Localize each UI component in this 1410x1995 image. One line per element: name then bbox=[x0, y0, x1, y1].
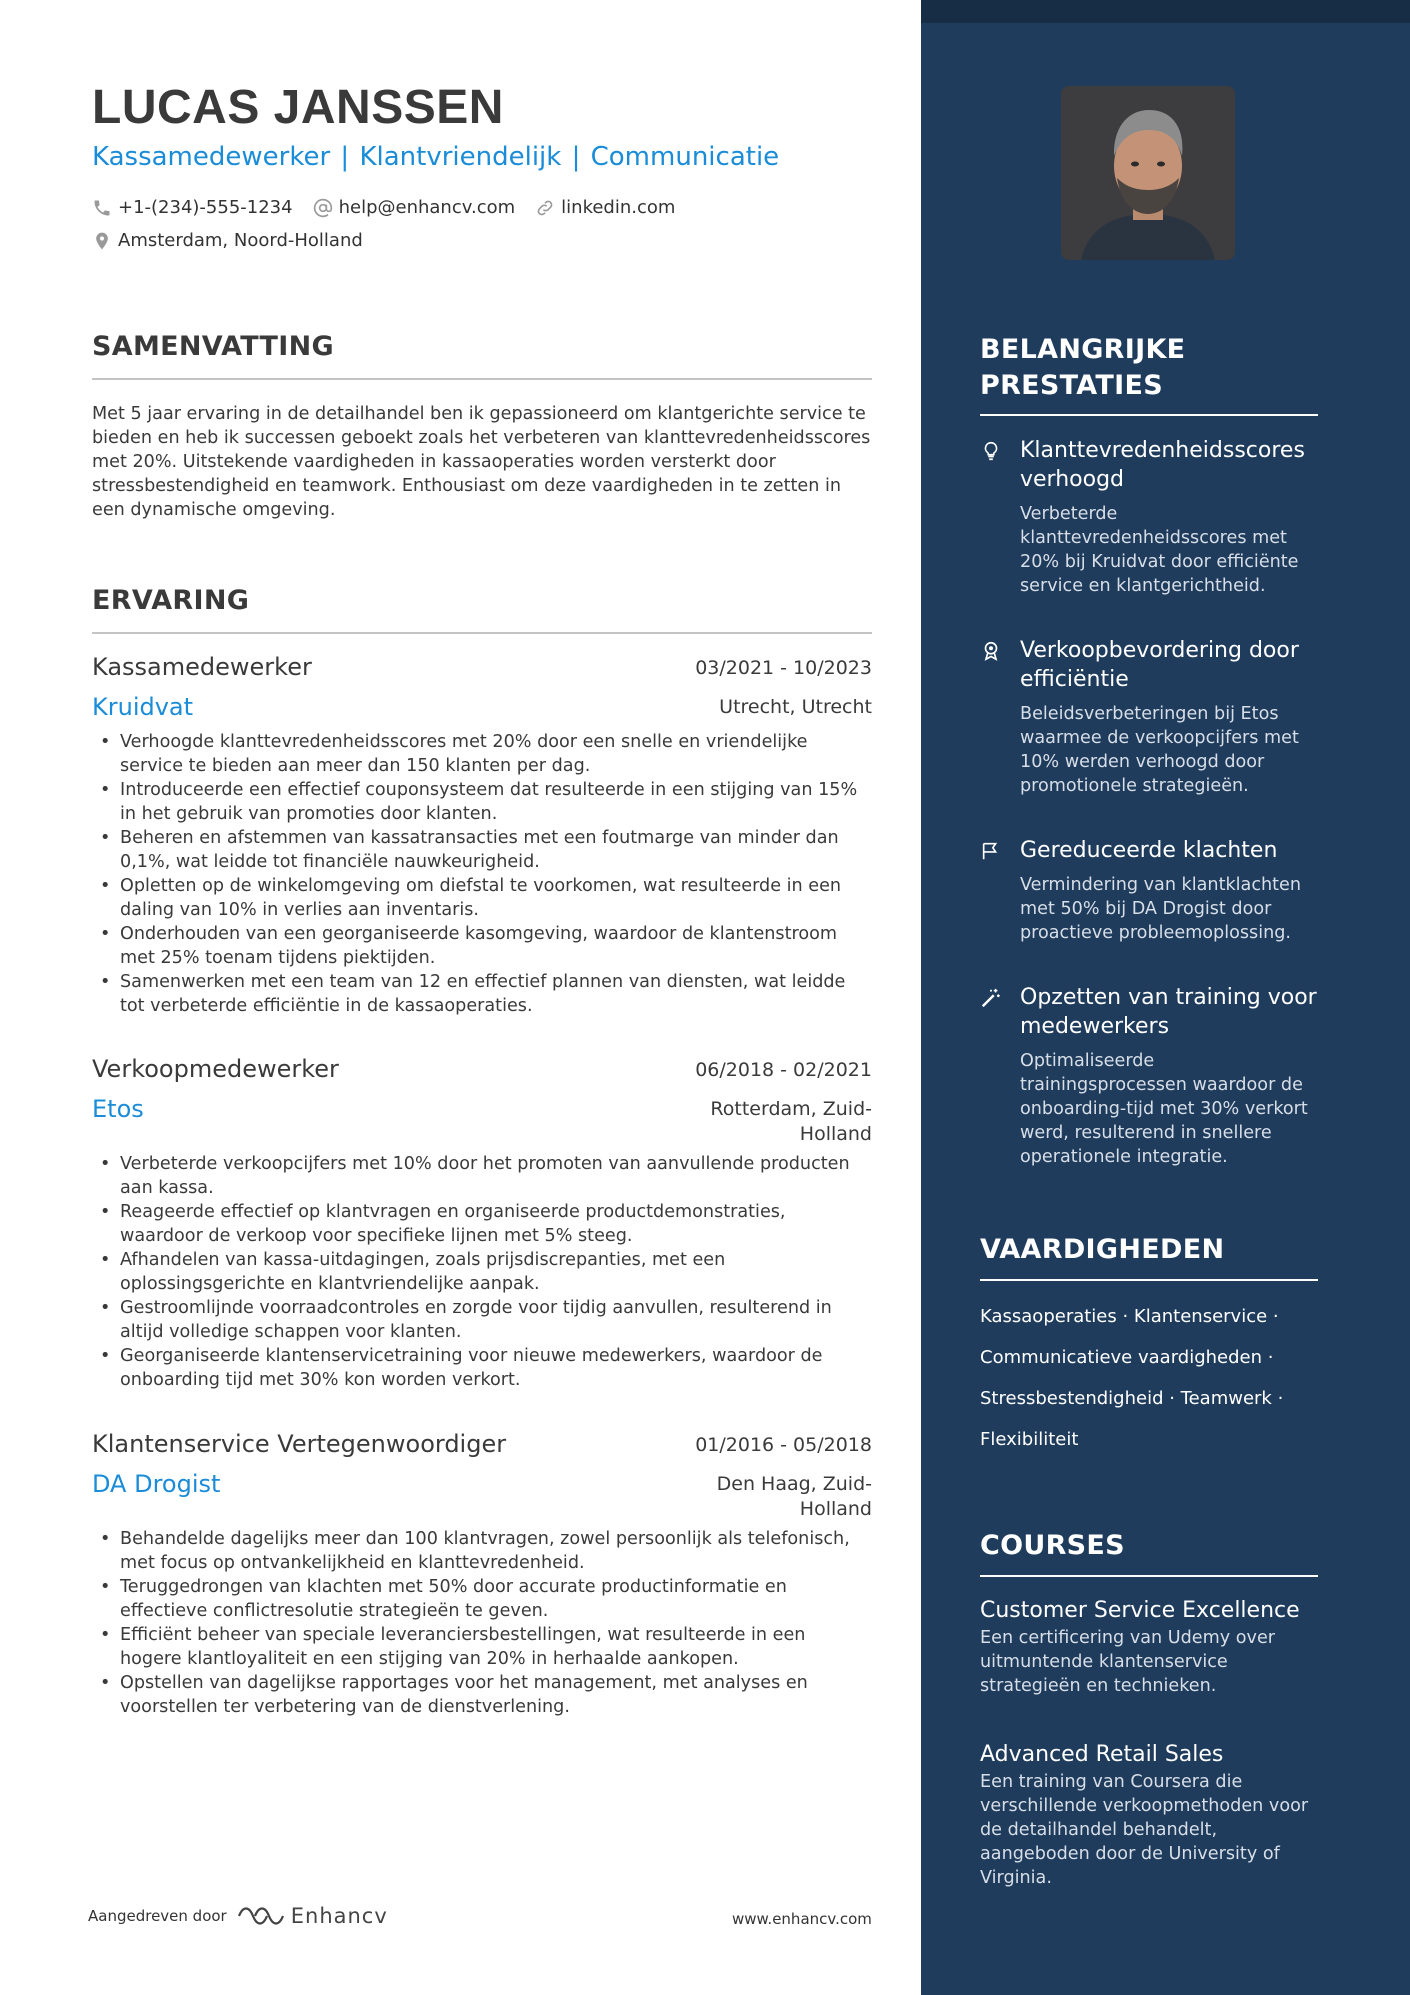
skills-line: Kassaoperaties · Klantenservice · bbox=[980, 1306, 1279, 1327]
tagline-separator: | bbox=[340, 142, 350, 172]
skills-line: Flexibiliteit bbox=[980, 1429, 1079, 1450]
linkedin-contact[interactable] bbox=[535, 197, 675, 218]
achievements-divider bbox=[980, 414, 1318, 416]
job-bullet: • Opletten op de winkelomgeving om diefstal te voorkomen, wat resulteerde in een daling van 10% in verlies aan inventaris. bbox=[92, 874, 872, 922]
summary-text: Met 5 jaar ervaring in de detailhandel ben ik gepassioneerd om klantgerichte service te bieden en heb ik successen geboekt zoals het verbeteren van klanttevredenheidsscores met 20%. Uitstekende vaardigheden in kassaoperaties worden versterkt door stressbestendigheid en teamwork. Enthousiast om deze vaardigheden in te zetten in een dynamische omgeving. bbox=[92, 404, 871, 520]
flag-icon bbox=[980, 840, 1002, 862]
job-bullet: • Behandelde dagelijks meer dan 100 klantvragen, zowel persoonlijk als telefonisch, met focus op ontvankelijkheid en klanttevredenheid. bbox=[92, 1527, 872, 1575]
achievement-description: Beleidsverbeteringen bij Etos waarmee de verkoopcijfers met 10% werden verhoogd door promotionele strategieën. bbox=[1020, 704, 1299, 796]
job-title: Kassamedewerker bbox=[92, 653, 312, 681]
experience-heading: ERVARING bbox=[92, 585, 250, 616]
job-bullet: • Introduceerde een effectief couponsysteem dat resulteerde in een stijging van 15% in het gebruik van promoties door klanten. bbox=[92, 778, 872, 826]
tagline-separator: | bbox=[571, 142, 581, 172]
course-item bbox=[980, 1740, 1320, 1890]
tagline-item: Kassamedewerker bbox=[92, 142, 331, 172]
job-bullet-list bbox=[92, 730, 872, 1018]
award-icon bbox=[980, 640, 1002, 662]
course-title: Customer Service Excellence bbox=[980, 1598, 1300, 1623]
job-bullet: • Efficiënt beheer van speciale leveranciersbestellingen, wat resulteerde in een hogere klantloyaliteit en een stijging van 20% in herhaalde aankopen. bbox=[92, 1623, 872, 1671]
summary-divider bbox=[92, 378, 872, 380]
course-title: Advanced Retail Sales bbox=[980, 1742, 1224, 1767]
course-item bbox=[980, 1596, 1320, 1698]
job-bullet-list bbox=[92, 1152, 872, 1392]
job-bullet: • Opstellen van dagelijkse rapportages voor het management, met analyses en voorstellen ter verbetering van de dienstverlening. bbox=[92, 1671, 872, 1719]
job-bullet: • Beheren en afstemmen van kassatransacties met een foutmarge van minder dan 0,1%, wat leidde tot financiële nauwkeurigheid. bbox=[92, 826, 872, 874]
location-text: Amsterdam, Noord-Holland bbox=[118, 230, 363, 251]
linkedin-url: linkedin.com bbox=[561, 197, 676, 218]
job-bullet: • Georganiseerde klantenservicetraining voor nieuwe medewerkers, waardoor de onboarding tijd met 30% kon worden verkort. bbox=[92, 1344, 872, 1392]
skills-list bbox=[980, 1296, 1320, 1460]
email-address: help@enhancv.com bbox=[338, 197, 516, 218]
job-location: Utrecht, Utrecht bbox=[719, 696, 872, 718]
job-bullet: • Samenwerken met een team van 12 en effectief plannen van diensten, wat leidde tot verbeterde efficiëntie in de kassaoperaties. bbox=[92, 970, 872, 1018]
skills-heading: VAARDIGHEDEN bbox=[980, 1234, 1225, 1265]
job-dates: 06/2018 - 02/2021 bbox=[695, 1059, 872, 1081]
job-bullet: • Verbeterde verkoopcijfers met 10% door het promoten van aanvullende producten aan kassa. bbox=[92, 1152, 872, 1200]
tagline bbox=[92, 142, 779, 172]
profile-photo bbox=[1061, 86, 1235, 260]
skills-divider bbox=[980, 1279, 1318, 1281]
candidate-name: LUCAS JANSSEN bbox=[92, 81, 504, 134]
tagline-item: Klantvriendelijk bbox=[359, 142, 562, 172]
job-company[interactable]: Kruidvat bbox=[92, 693, 194, 721]
powered-by-label: Aangedreven door bbox=[88, 1907, 227, 1925]
job-bullet: • Verhoogde klanttevredenheidsscores met 20% door een snelle en vriendelijke service te bieden aan meer dan 150 klanten per dag. bbox=[92, 730, 872, 778]
magic-wand-icon bbox=[980, 987, 1002, 1009]
phone-icon bbox=[92, 198, 112, 218]
experience-divider bbox=[92, 632, 872, 634]
job-company[interactable]: DA Drogist bbox=[92, 1470, 221, 1498]
achievements-heading bbox=[980, 332, 1185, 404]
job-location-line: Den Haag, Zuid- bbox=[716, 1473, 872, 1495]
job-bullet: • Afhandelen van kassa-uitdagingen, zoals prijsdiscrepanties, met een oplossingsgerichte en klantvriendelijke aanpak. bbox=[92, 1248, 872, 1296]
skills-line: Communicatieve vaardigheden · bbox=[980, 1347, 1274, 1368]
email-contact[interactable] bbox=[313, 197, 516, 218]
phone-contact[interactable] bbox=[92, 197, 293, 218]
achievement-title: Gereduceerde klachten bbox=[1020, 838, 1278, 863]
job-bullet: • Reageerde effectief op klantvragen en organiseerde productdemonstraties, waardoor de verkoop voor specifieke lijnen met 5% steeg. bbox=[92, 1200, 872, 1248]
lightbulb-icon bbox=[980, 440, 1002, 462]
at-sign-icon bbox=[313, 198, 333, 218]
job-company[interactable]: Etos bbox=[92, 1095, 144, 1123]
job-location-line: Holland bbox=[799, 1498, 872, 1520]
job-location-line: Holland bbox=[799, 1123, 872, 1145]
skills-line: Stressbestendigheid · Teamwerk · bbox=[980, 1388, 1284, 1409]
courses-divider bbox=[980, 1575, 1318, 1577]
footer-website[interactable]: www.enhancv.com bbox=[732, 1910, 872, 1928]
achievements-heading-line: BELANGRIJKE bbox=[980, 334, 1186, 365]
job-dates: 01/2016 - 05/2018 bbox=[695, 1434, 872, 1456]
contact-row bbox=[92, 197, 695, 218]
achievement-description: Verbeterde klanttevredenheidsscores met 20% bij Kruidvat door efficiënte service en klantgerichtheid. bbox=[1020, 504, 1299, 596]
course-description: Een certificering van Udemy over uitmuntende klantenservice strategieën en technieken. bbox=[980, 1628, 1275, 1696]
job-title: Verkoopmedewerker bbox=[92, 1055, 339, 1083]
job-bullet: • Onderhouden van een georganiseerde kasomgeving, waardoor de klantenstroom met 25% toenam tijdens piektijden. bbox=[92, 922, 872, 970]
footer-branding bbox=[88, 1904, 388, 1928]
job-location-line: Rotterdam, Zuid- bbox=[710, 1098, 872, 1120]
job-bullet: • Gestroomlijnde voorraadcontroles en zorgde voor tijdig aanvullen, resulterend in altijd volledige schappen voor klanten. bbox=[92, 1296, 872, 1344]
achievement-description: Vermindering van klantklachten met 50% bij DA Drogist door proactieve probleemoplossing. bbox=[1020, 875, 1302, 943]
achievement-title: Opzetten van training voor medewerkers bbox=[1020, 985, 1317, 1039]
achievements-heading-line: PRESTATIES bbox=[980, 370, 1163, 401]
achievement-title: Verkoopbevordering door efficiëntie bbox=[1020, 638, 1299, 692]
phone-number: +1-(234)-555-1234 bbox=[118, 197, 293, 218]
tagline-item: Communicatie bbox=[590, 142, 780, 172]
location-row bbox=[92, 230, 383, 251]
achievement-title: Klanttevredenheidsscores verhoogd bbox=[1020, 438, 1305, 492]
achievement-description: Optimaliseerde trainingsprocessen waardoor de onboarding-tijd met 30% verkort werd, resulterend in snellere operationele integratie. bbox=[1020, 1051, 1308, 1167]
profile-portrait-image bbox=[1061, 86, 1235, 260]
job-title: Klantenservice Vertegenwoordiger bbox=[92, 1430, 507, 1458]
link-icon bbox=[535, 198, 555, 218]
job-bullet-list bbox=[92, 1527, 872, 1719]
enhancv-logo-icon bbox=[237, 1904, 285, 1928]
job-bullet: • Teruggedrongen van klachten met 50% door accurate productinformatie en effectieve conflictresolutie strategieën te geven. bbox=[92, 1575, 872, 1623]
sidebar-top-bar bbox=[921, 0, 1410, 23]
job-location bbox=[717, 1472, 872, 1522]
job-location bbox=[710, 1097, 872, 1147]
enhancv-brand[interactable]: Enhancv bbox=[290, 1904, 388, 1928]
location-pin-icon bbox=[92, 231, 112, 251]
course-description: Een training van Coursera die verschillende verkoopmethoden voor de detailhandel behandelt, aangeboden door de University of Virginia. bbox=[980, 1772, 1309, 1888]
summary-heading: SAMENVATTING bbox=[92, 331, 334, 362]
location-contact bbox=[92, 230, 363, 251]
courses-heading: COURSES bbox=[980, 1530, 1125, 1561]
job-dates: 03/2021 - 10/2023 bbox=[695, 657, 872, 679]
